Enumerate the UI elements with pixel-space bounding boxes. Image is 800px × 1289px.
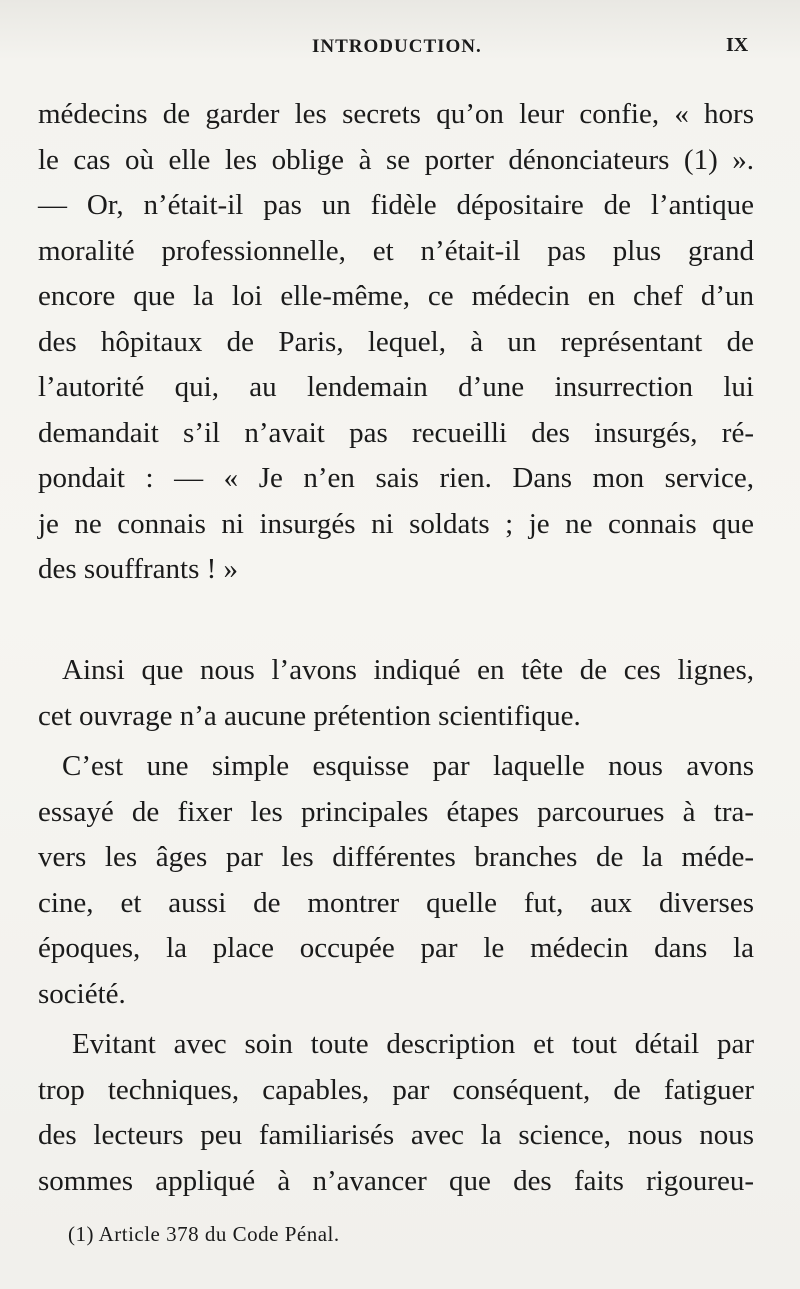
text-line: pondait : — « Je n’en sais rien. Dans mon service,	[38, 462, 754, 494]
text-line: le cas où elle les oblige à se porter dénonciateurs (1) ».	[38, 143, 754, 176]
main-text	[38, 648, 754, 1204]
text-line: médecins de garder les secrets qu’on leur confie, « hors	[38, 98, 754, 130]
text-line: cine, et aussi de montrer quelle fut, aux diverses	[38, 886, 754, 919]
page-number: IX	[726, 34, 749, 56]
text-line: je ne connais ni insurgés ni soldats ; je ne connais que	[38, 507, 754, 540]
text-line: vers les âges par les différentes branches de la méde-	[38, 841, 754, 873]
text-line: Evitant avec soin toute description et tout détail par	[72, 1028, 754, 1060]
text-line: des souffrants ! »	[38, 553, 239, 585]
text-line: époques, la place occupée par le médecin dans la	[38, 932, 754, 964]
text-line: encore que la loi elle-même, ce médecin en chef d’un	[38, 280, 754, 312]
text-line: moralité professionnelle, et n’était-il pas plus grand	[38, 234, 754, 267]
text-line: C’est une simple esquisse par laquelle nous avons	[62, 750, 754, 782]
paragraph-continued	[38, 92, 754, 593]
paragraph-sketch	[38, 744, 754, 1017]
text-line: des hôpitaux de Paris, lequel, à un représentant de	[38, 325, 754, 358]
text-line: l’autorité qui, au lendemain d’une insurrection lui	[38, 371, 754, 403]
footnote: (1) Article 378 du Code Pénal.	[68, 1222, 340, 1246]
text-line: sommes appliqué à n’avancer que des faits rigoureu-	[38, 1164, 754, 1197]
paragraph-method	[38, 1022, 754, 1204]
text-line: Ainsi que nous l’avons indiqué en tête de ces lignes,	[62, 654, 754, 686]
paragraph-aim	[38, 648, 754, 739]
text-line: — Or, n’était-il pas un fidèle dépositaire de l’antique	[38, 189, 754, 221]
text-line: des lecteurs peu familiarisés avec la science, nous nous	[38, 1119, 754, 1151]
text-line: cet ouvrage n’a aucune prétention scientifique.	[38, 699, 581, 732]
text-line: demandait s’il n’avait pas recueilli des insurgés, ré-	[38, 416, 754, 449]
text-line: société.	[38, 977, 126, 1010]
text-line: trop techniques, capables, par conséquent, de fatiguer	[38, 1073, 754, 1106]
running-title: INTRODUCTION.	[312, 36, 482, 57]
text-line: essayé de fixer les principales étapes parcourues à tra-	[38, 795, 754, 828]
